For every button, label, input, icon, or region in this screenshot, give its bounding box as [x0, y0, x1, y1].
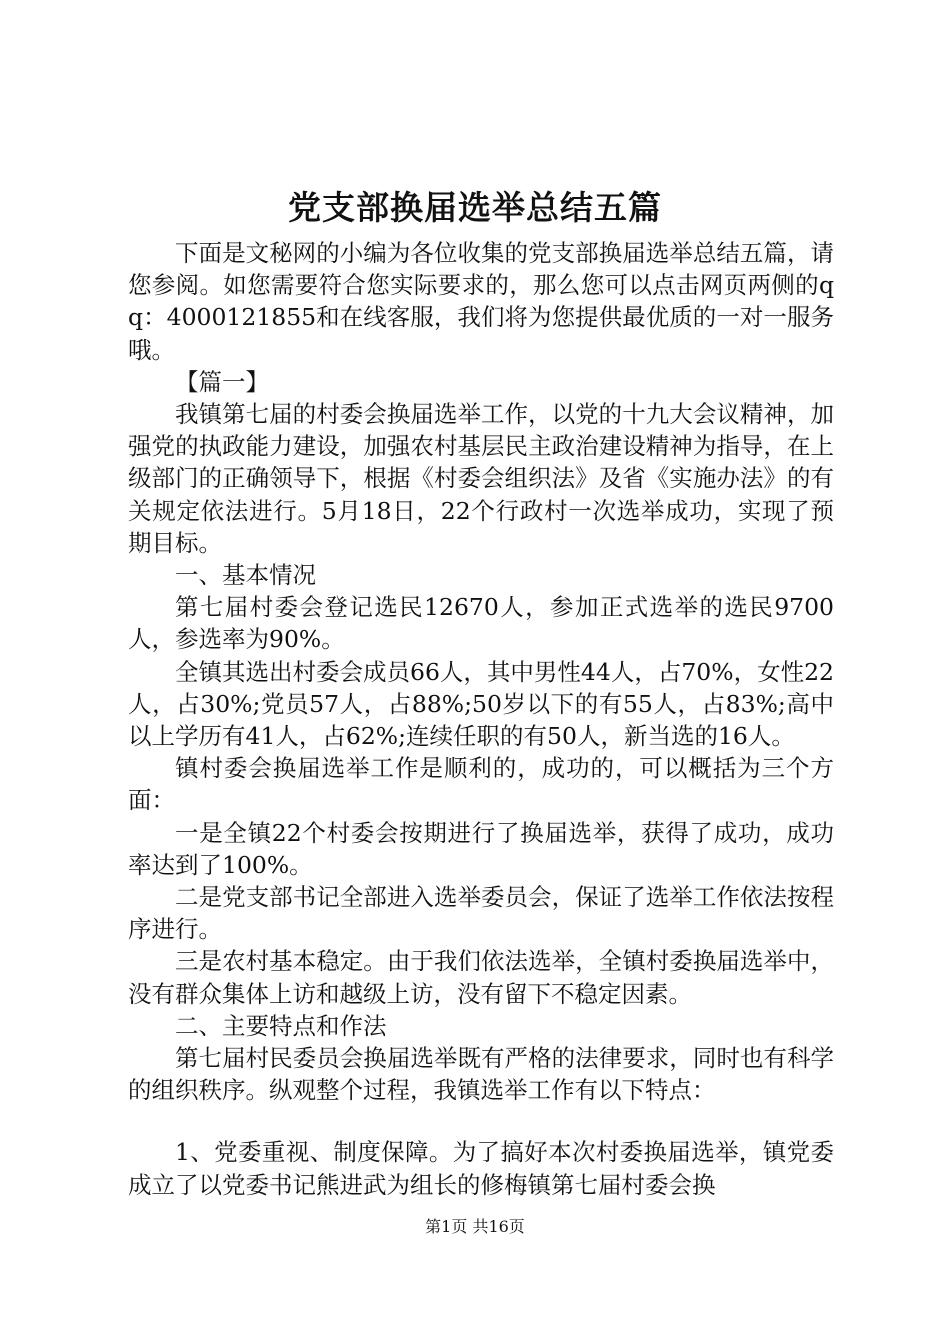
document-body: [128, 237, 834, 1201]
section-heading-main-features: 二、主要特点和作法: [175, 1011, 387, 1040]
body-paragraph: 镇村委会换届选举工作是顺利的，成功的，可以概括为三个方面：: [128, 754, 834, 815]
body-paragraph: 一是全镇22个村委会按期进行了换届选举，获得了成功，成功率达到了100%。: [128, 818, 834, 879]
body-paragraph: 我镇第七届的村委会换届选举工作，以党的十九大会议精神，加强党的执政能力建设，加强农村基层民主政治建设精神为指导，在上级部门的正确领导下，根据《村委会组织法》及省《实施办法》的有关规定依法进行。5月18日，22个行政村一次选举成功，实现了预期目标。: [128, 400, 834, 557]
body-paragraph: 三是农村基本稳定。由于我们依法选举，全镇村委换届选举中，没有群众集体上访和越级上访，没有留下不稳定因素。: [128, 947, 834, 1008]
page-footer: 第1页 共16页: [425, 1217, 525, 1236]
section-heading-basic-situation: 一、基本情况: [175, 561, 316, 590]
body-paragraph: 二是党支部书记全部进入选举委员会，保证了选举工作依法按程序进行。: [128, 883, 834, 944]
document-title: 党支部换届选举总结五篇: [288, 188, 662, 227]
body-paragraph: 1、党委重视、制度保障。为了搞好本次村委换届选举，镇党委成立了以党委书记熊进武为组长的修梅镇第七届村委会换: [128, 1138, 834, 1199]
body-paragraph: 第七届村民委员会换届选举既有严格的法律要求，同时也有科学的组织秩序。纵观整个过程，我镇选举工作有以下特点：: [128, 1044, 834, 1105]
body-paragraph: 第七届村委会登记选民12670人，参加正式选举的选民9700人，参选率为90%。: [128, 593, 834, 654]
intro-paragraph: 下面是文秘网的小编为各位收集的党支部换届选举总结五篇，请您参阅。如您需要符合您实际要求的，那么您可以点击网页两侧的qq：4000121855和在线客服，我们将为您提供最优质的一对一服务哦。: [128, 239, 834, 364]
section-heading-part-one: 【篇一】: [175, 367, 269, 396]
body-paragraph: 全镇其选出村委会成员66人，其中男性44人，占70%，女性22人，占30%;党员57人，占88%;50岁以下的有55人，占83%;高中以上学历有41人，占62%;连续任职的有50人，新当选的16人。: [128, 657, 834, 751]
